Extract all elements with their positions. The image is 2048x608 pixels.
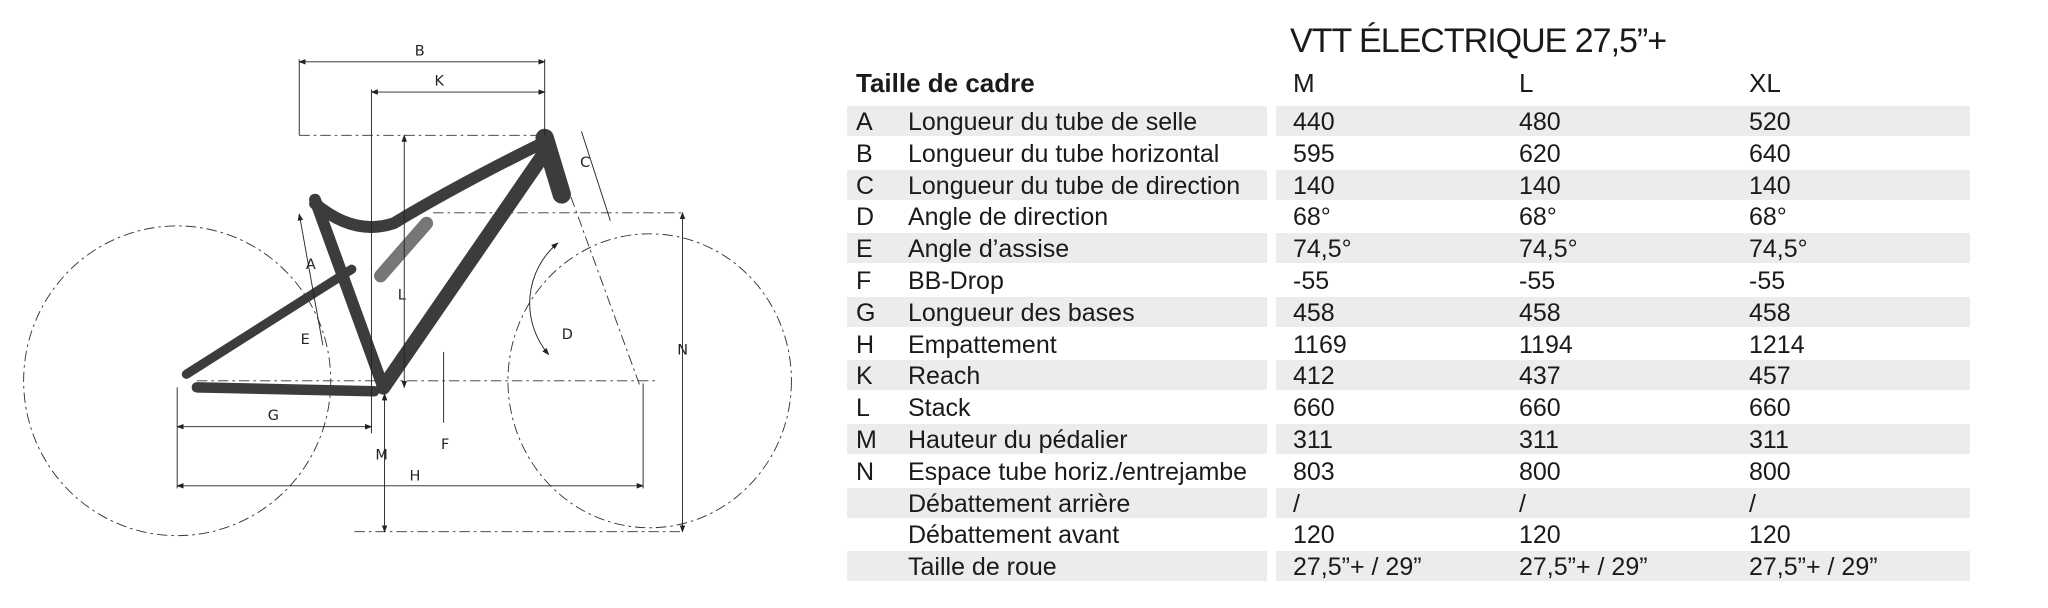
- table-row: [847, 456, 1970, 486]
- front-wheel: [508, 234, 792, 528]
- cell-m: 140: [1293, 171, 1335, 200]
- table-row: [847, 360, 1970, 390]
- cell-letter: N: [856, 457, 875, 486]
- cell-label: Débattement avant: [908, 521, 1120, 550]
- table-row: [847, 424, 1970, 454]
- cell-l: 68°: [1519, 203, 1557, 232]
- table-row: [847, 265, 1970, 295]
- cell-label: BB-Drop: [908, 267, 1004, 295]
- table-row: [847, 106, 1970, 136]
- cell-label: Débattement arrière: [908, 489, 1131, 518]
- cell-label: Angle de direction: [908, 203, 1109, 232]
- cell-l: 800: [1519, 457, 1561, 486]
- cell-m: 68°: [1293, 203, 1331, 232]
- table-row: [847, 488, 1970, 518]
- cell-letter: L: [856, 394, 870, 423]
- cell-m: 74,5°: [1293, 235, 1352, 264]
- table-row: [847, 297, 1970, 327]
- cell-letter: H: [856, 330, 875, 359]
- cell-label: Longueur des bases: [908, 298, 1135, 327]
- cell-label: Hauteur du pédalier: [908, 426, 1128, 454]
- cell-m: 803: [1293, 457, 1335, 486]
- cell-m: /: [1293, 489, 1300, 518]
- label-D: D: [561, 326, 573, 343]
- cell-letter: G: [856, 298, 876, 327]
- cell-letter: A: [856, 108, 873, 136]
- cell-label: Taille de roue: [908, 553, 1057, 582]
- cell-m: 440: [1293, 108, 1335, 136]
- size-xl-header: XL: [1749, 68, 1781, 98]
- cell-letter: B: [856, 139, 873, 168]
- label-L: L: [397, 287, 406, 304]
- cell-xl: 640: [1749, 139, 1791, 168]
- cell-xl: 520: [1749, 108, 1791, 136]
- cell-label: Stack: [908, 394, 971, 423]
- cell-l: 480: [1519, 108, 1561, 136]
- table-row: [847, 201, 1970, 231]
- label-K: K: [434, 73, 444, 90]
- cell-l: 311: [1519, 426, 1559, 454]
- cell-m: 660: [1293, 394, 1335, 423]
- table-row: [847, 551, 1970, 581]
- table-row: [847, 392, 1970, 422]
- size-m-header: M: [1293, 68, 1315, 98]
- table-row: [847, 519, 1970, 549]
- cell-xl: 311: [1749, 426, 1789, 454]
- label-N: N: [677, 342, 689, 359]
- cell-l: 74,5°: [1519, 235, 1578, 264]
- cell-xl: 27,5”+ / 29”: [1749, 553, 1878, 582]
- cell-m: -55: [1293, 267, 1330, 295]
- cell-m: 311: [1293, 426, 1333, 454]
- cell-xl: 68°: [1749, 203, 1787, 232]
- size-l-header: L: [1519, 68, 1534, 98]
- label-H: H: [409, 468, 421, 485]
- cell-letter: D: [856, 203, 875, 232]
- cell-xl: /: [1749, 489, 1756, 518]
- cell-letter: C: [856, 171, 875, 200]
- table-row: [847, 138, 1970, 168]
- label-A: A: [305, 257, 316, 274]
- cell-letter: E: [856, 235, 873, 264]
- cell-l: 120: [1519, 521, 1561, 550]
- cell-l: 27,5”+ / 29”: [1519, 553, 1648, 582]
- cell-label: Longueur du tube horizontal: [908, 139, 1220, 168]
- cell-l: 660: [1519, 394, 1561, 423]
- frame-size-header: Taille de cadre: [856, 68, 1035, 98]
- label-C: C: [580, 154, 591, 171]
- cell-xl: 800: [1749, 457, 1791, 486]
- cell-m: 1169: [1293, 330, 1347, 359]
- cell-letter: M: [856, 426, 877, 454]
- cell-l: 458: [1519, 298, 1561, 327]
- cell-label: Empattement: [908, 330, 1057, 359]
- cell-xl: 74,5°: [1749, 235, 1808, 264]
- table-row: [847, 329, 1970, 359]
- table-row: [847, 170, 1970, 200]
- cell-l: 437: [1519, 362, 1561, 391]
- label-F: F: [441, 437, 450, 454]
- cell-label: Longueur du tube de direction: [908, 171, 1241, 200]
- cell-m: 412: [1293, 362, 1335, 391]
- cell-l: 140: [1519, 171, 1561, 200]
- frame: [186, 138, 561, 391]
- cell-m: 595: [1293, 139, 1335, 168]
- cell-label: Angle d’assise: [908, 235, 1070, 264]
- cell-label: Reach: [908, 362, 981, 391]
- bike-geometry-diagram: [0, 0, 840, 608]
- cell-l: 620: [1519, 139, 1561, 168]
- cell-m: 120: [1293, 521, 1335, 550]
- cell-l: /: [1519, 489, 1526, 518]
- cell-m: 458: [1293, 298, 1335, 327]
- cell-l: -55: [1519, 267, 1556, 295]
- cell-m: 27,5”+ / 29”: [1293, 553, 1422, 582]
- page-title: VTT ÉLECTRIQUE 27,5”+: [1290, 22, 1667, 60]
- label-G: G: [267, 408, 279, 425]
- cell-l: 1194: [1519, 330, 1573, 359]
- label-E: E: [300, 332, 310, 349]
- label-B: B: [414, 43, 425, 60]
- cell-xl: 457: [1749, 362, 1791, 391]
- cell-xl: 1214: [1749, 330, 1805, 359]
- cell-xl: 458: [1749, 298, 1791, 327]
- cell-label: Longueur du tube de selle: [908, 108, 1198, 136]
- label-M: M: [375, 447, 388, 464]
- cell-xl: -55: [1749, 267, 1786, 295]
- cell-xl: 140: [1749, 171, 1791, 200]
- cell-letter: F: [856, 267, 872, 295]
- cell-xl: 120: [1749, 521, 1791, 550]
- cell-letter: K: [856, 362, 873, 391]
- cell-label: Espace tube horiz./entrejambe: [908, 457, 1248, 486]
- table-row: [847, 233, 1970, 263]
- cell-xl: 660: [1749, 394, 1791, 423]
